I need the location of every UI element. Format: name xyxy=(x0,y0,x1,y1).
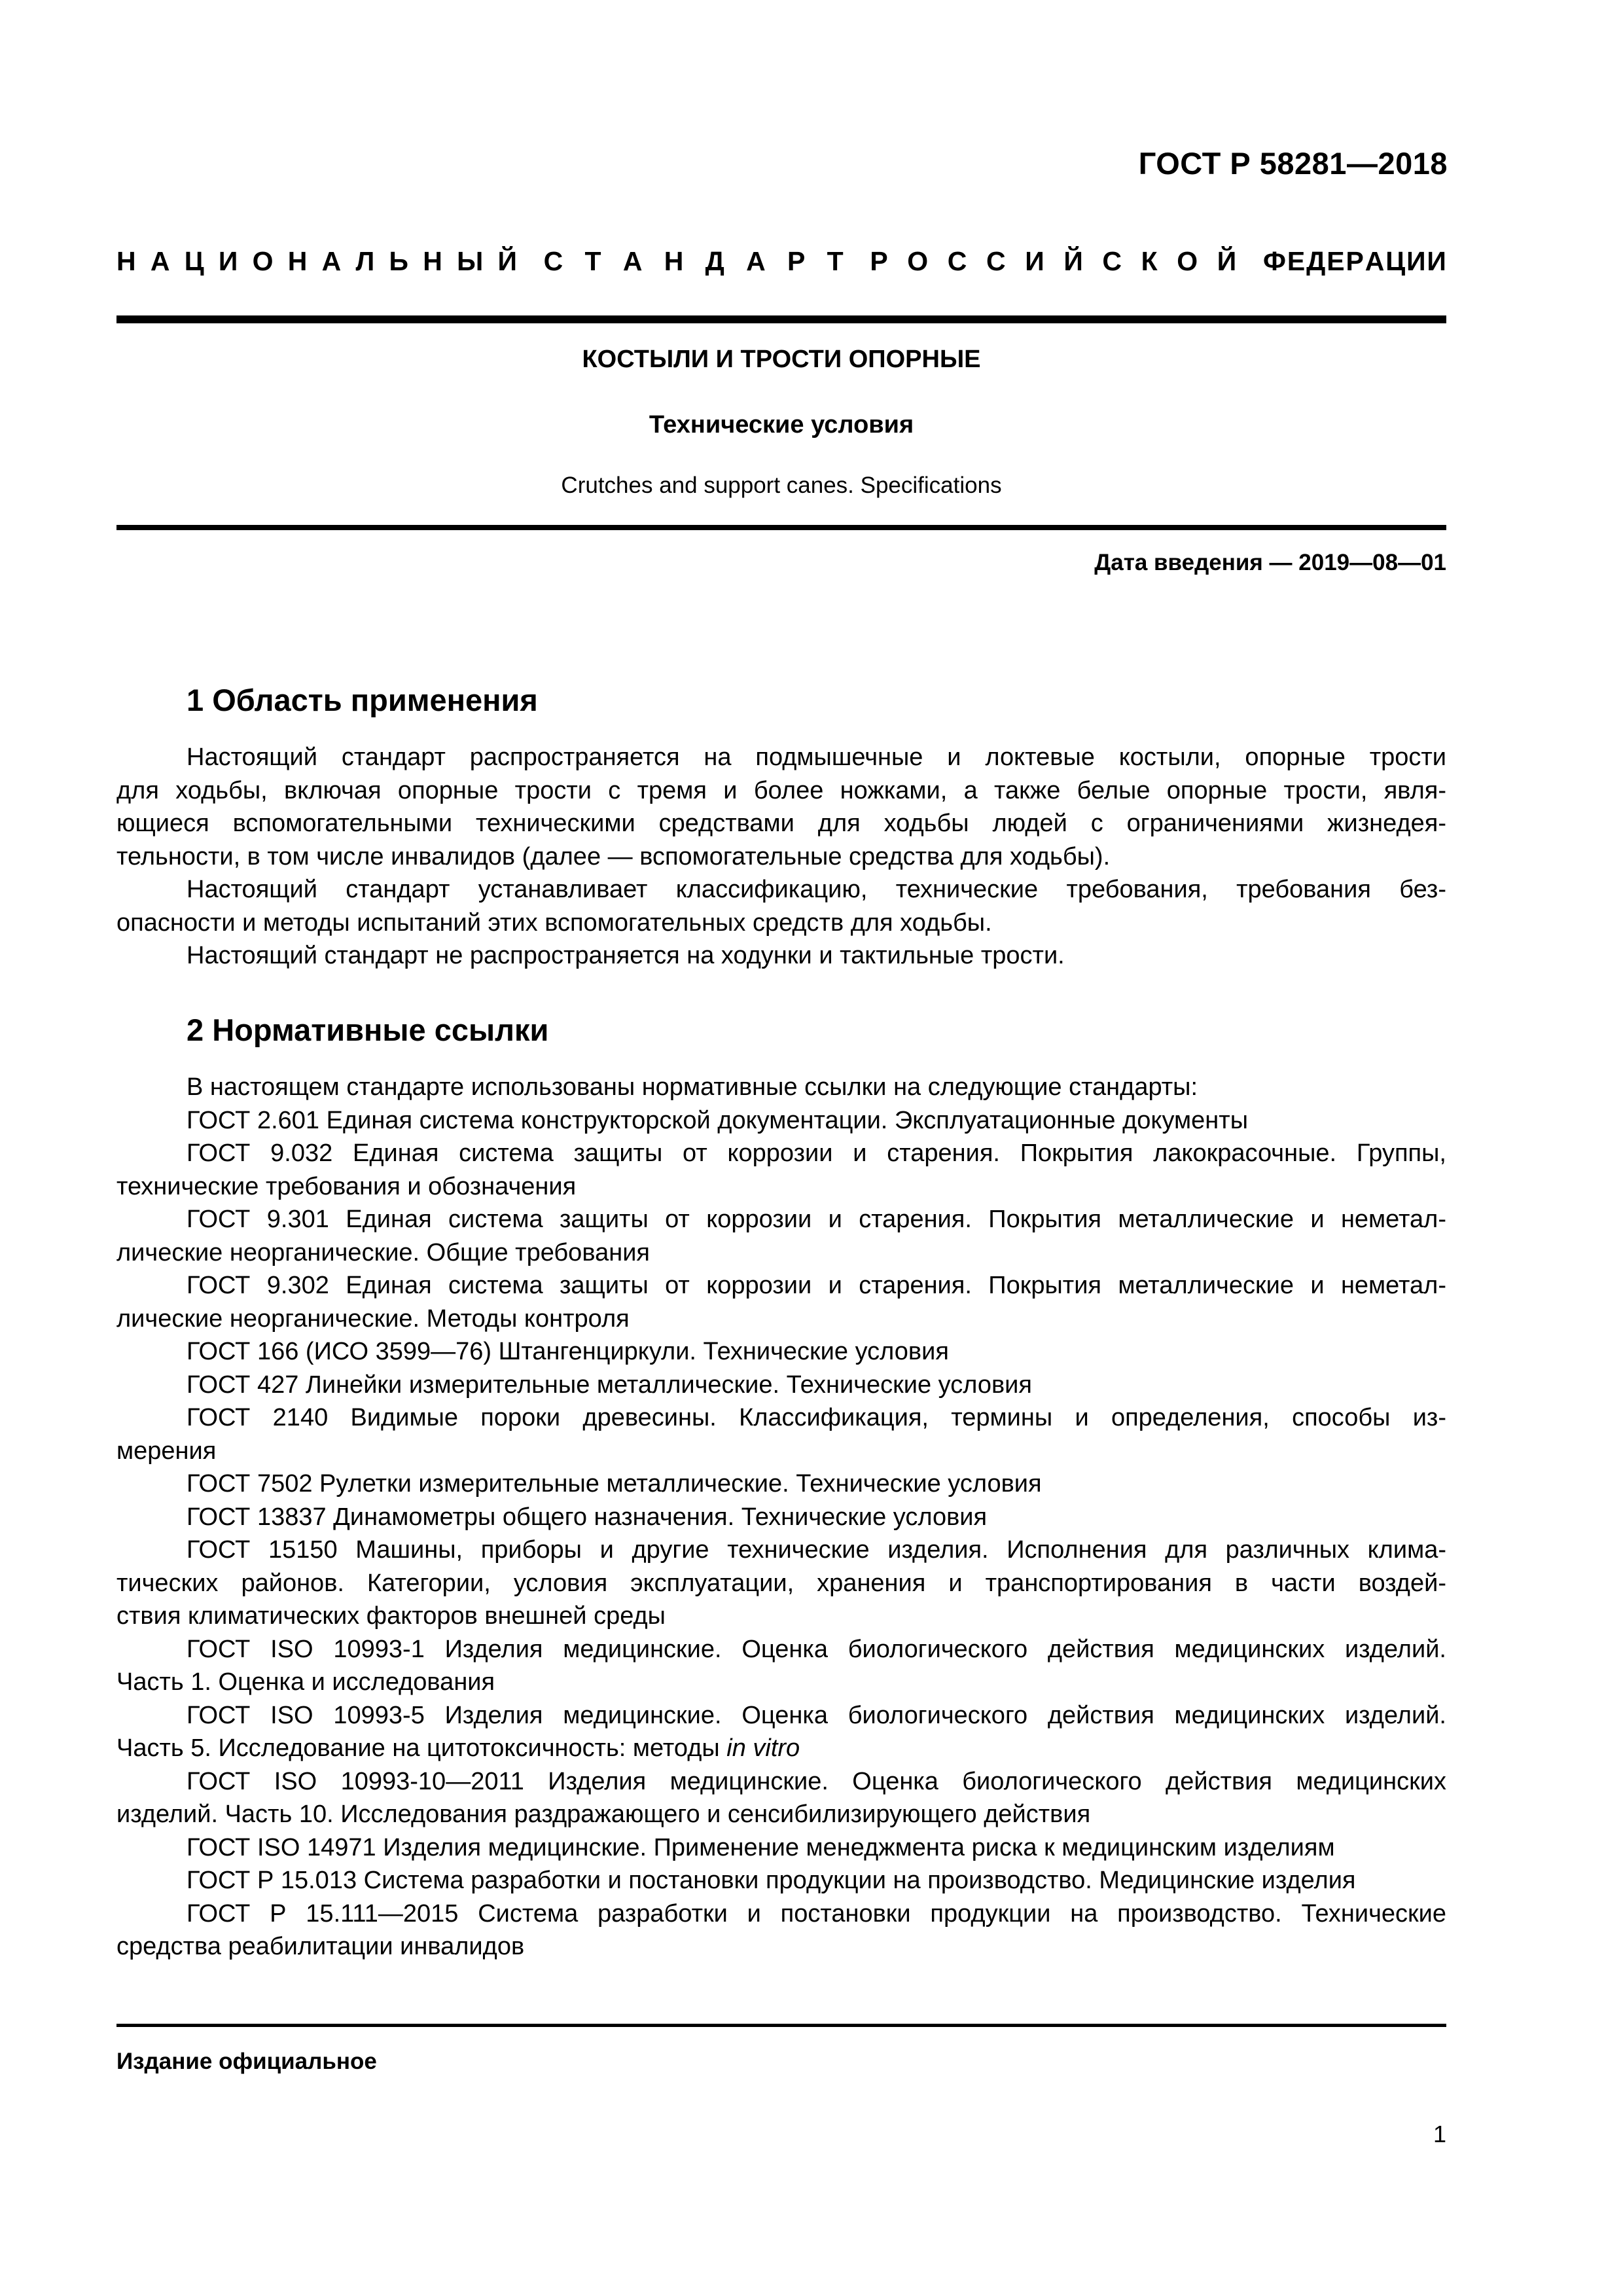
text-line: лические неорганические. Общие требования xyxy=(116,1238,650,1266)
header-letter: О xyxy=(1177,246,1198,276)
text-line: технические требования и обозначения xyxy=(116,1172,577,1200)
section-heading-scope: 1 Область применения xyxy=(187,683,538,717)
national-word xyxy=(116,246,517,277)
text-line: ГОСТ 7502 Рулетки измерительные металлические. Технические условия xyxy=(187,1470,1042,1498)
text-line: тических районов. Категории, условия эксплуатации, хранения и транспортирования в части воздей- xyxy=(116,1569,1446,1597)
header-letter: И xyxy=(1427,246,1446,276)
header-letter: Р xyxy=(787,246,806,276)
text-line: ГОСТ Р 15.111—2015 Система разработки и постановки продукции на производство. Технические xyxy=(187,1899,1446,1928)
text-line: Настоящий стандарт не распространяется на ходунки и тактильные трости. xyxy=(187,942,1065,969)
text-line: ГОСТ ISO 10993-10—2011 Изделия медицинские. Оценка биологического действия медицинских xyxy=(187,1767,1446,1795)
text-line: Часть 1. Оценка и исследования xyxy=(116,1668,495,1696)
section-body-references xyxy=(116,1071,1446,1964)
header-letter: Н xyxy=(664,246,684,276)
text-line: лические неорганические. Методы контроля xyxy=(116,1304,630,1333)
text-line: ГОСТ 15150 Машины, приборы и другие технические изделия. Исполнения для различных клима- xyxy=(187,1536,1446,1564)
title-rule xyxy=(116,525,1446,530)
footer-rule xyxy=(116,2024,1446,2027)
text-line: для ходьбы, включая опорные трости с тремя и более ножками, а также белые опорные трости, явля- xyxy=(116,776,1446,804)
header-letter: Ы xyxy=(457,246,484,276)
header-letter: С xyxy=(947,246,967,276)
text-line: тельности, в том числе инвалидов (далее — вспомогательные средства для ходьбы). xyxy=(116,842,1111,870)
header-letter: Л xyxy=(355,246,375,276)
header-letter: С xyxy=(543,246,563,276)
header-letter: А xyxy=(321,246,342,276)
header-letter: Е xyxy=(1327,246,1345,276)
header-letter: Й xyxy=(1063,246,1083,276)
header-letter: Й xyxy=(1217,246,1237,276)
header-letter: А xyxy=(150,246,170,276)
doc-subtitle: Технические условия xyxy=(649,411,914,439)
italic-term: in vitro xyxy=(726,1734,800,1762)
header-letter: И xyxy=(1406,246,1426,276)
header-letter: Д xyxy=(705,246,724,276)
header-letter: К xyxy=(1141,246,1158,276)
text-line: ГОСТ 9.301 Единая система защиты от коррозии и старения. Покрытия металлические и неметал- xyxy=(187,1206,1446,1233)
text-line: ГОСТ 9.302 Единая система защиты от коррозии и старения. Покрытия металлические и неметал- xyxy=(187,1272,1446,1299)
header-letter: Д xyxy=(1306,246,1326,276)
national-word xyxy=(870,246,1236,277)
section-body-scope xyxy=(116,741,1446,973)
text-line: В настоящем стандарте использованы нормативные ссылки на следующие стандарты: xyxy=(187,1073,1198,1101)
header-letter: А xyxy=(746,246,766,276)
header-letter: С xyxy=(1102,246,1122,276)
header-letter: И xyxy=(1025,246,1044,276)
text-line: изделий. Часть 10. Исследования раздражающего и сенсибилизирующего действия xyxy=(116,1801,1091,1828)
header-letter: Ф xyxy=(1262,246,1286,276)
header-letter: Ь xyxy=(389,246,409,276)
text-line: ющиеся вспомогательными техническими средствами для ходьбы людей с ограничениями жизнедея- xyxy=(116,810,1446,837)
text-line-part: Часть 5. Исследование на цитотоксичность: методы xyxy=(116,1734,720,1762)
page-number: 1 xyxy=(1433,2121,1446,2147)
text-line-with-italic xyxy=(116,1732,1446,1765)
text-line: Настоящий стандарт распространяется на подмышечные и локтевые костыли, опорные трости xyxy=(187,744,1446,771)
doc-english-title: Crutches and support canes. Specifications xyxy=(561,473,1002,498)
header-letter: Н xyxy=(287,246,308,276)
text-line: ГОСТ ISO 10993-5 Изделия медицинские. Оценка биологического действия медицинских изделий. xyxy=(187,1701,1446,1729)
doc-number: ГОСТ Р 58281—2018 xyxy=(1138,146,1448,181)
header-letter: Т xyxy=(827,246,844,276)
text-line: ГОСТ 427 Линейки измерительные металлические. Технические условия xyxy=(187,1371,1032,1399)
text-line: ГОСТ 13837 Динамометры общего назначения. Технические условия xyxy=(187,1503,988,1531)
header-letter: Р xyxy=(1346,246,1364,276)
text-line: мерения xyxy=(116,1437,217,1465)
header-letter: Ц xyxy=(1385,246,1406,276)
header-letter: С xyxy=(986,246,1006,276)
header-letter: Й xyxy=(497,246,517,276)
national-word xyxy=(544,246,844,277)
header-letter: И xyxy=(218,246,238,276)
section-heading-references: 2 Нормативные ссылки xyxy=(187,1013,549,1047)
header-letter: Е xyxy=(1287,246,1306,276)
intro-date: Дата введения — 2019—08—01 xyxy=(1094,550,1446,575)
header-letter: Н xyxy=(423,246,442,276)
header-letter: Р xyxy=(870,246,888,276)
header-letter: О xyxy=(907,246,929,276)
national-word xyxy=(1263,246,1446,277)
text-line: ГОСТ 166 (ИСО 3599—76) Штангенциркули. Технические условия xyxy=(187,1338,949,1365)
header-letter: А xyxy=(622,246,643,276)
doc-title: КОСТЫЛИ И ТРОСТИ ОПОРНЫЕ xyxy=(582,346,981,373)
official-edition-label: Издание официальное xyxy=(116,2049,377,2074)
text-line: ГОСТ ISO 14971 Изделия медицинские. Применение менеджмента риска к медицинским изделиям xyxy=(187,1833,1335,1861)
header-letter: О xyxy=(252,246,274,276)
text-line: Настоящий стандарт устанавливает классификацию, технические требования, требования без- xyxy=(187,876,1446,903)
text-line: ствия климатических факторов внешней среды xyxy=(116,1602,666,1630)
header-rule xyxy=(116,315,1446,323)
text-line: ГОСТ 2.601 Единая система конструкторской документации. Эксплуатационные документы xyxy=(187,1106,1249,1134)
text-line: ГОСТ ISO 10993-1 Изделия медицинские. Оценка биологического действия медицинских изделий. xyxy=(187,1635,1446,1663)
text-line: ГОСТ Р 15.013 Система разработки и постановки продукции на производство. Медицинские изделия xyxy=(187,1867,1356,1894)
national-standard-header xyxy=(116,246,1446,277)
text-line: ГОСТ 9.032 Единая система защиты от коррозии и старения. Покрытия лакокрасочные. Группы, xyxy=(187,1139,1446,1167)
header-letter: Ц xyxy=(184,246,204,276)
header-letter: Т xyxy=(584,246,601,276)
header-letter: Н xyxy=(116,246,136,276)
header-letter: А xyxy=(1364,246,1385,276)
text-line: ГОСТ 2140 Видимые пороки древесины. Классификация, термины и определения, способы из- xyxy=(187,1404,1446,1431)
text-line: опасности и методы испытаний этих вспомогательных средств для ходьбы. xyxy=(116,908,992,937)
text-line: средства реабилитации инвалидов xyxy=(116,1933,525,1960)
